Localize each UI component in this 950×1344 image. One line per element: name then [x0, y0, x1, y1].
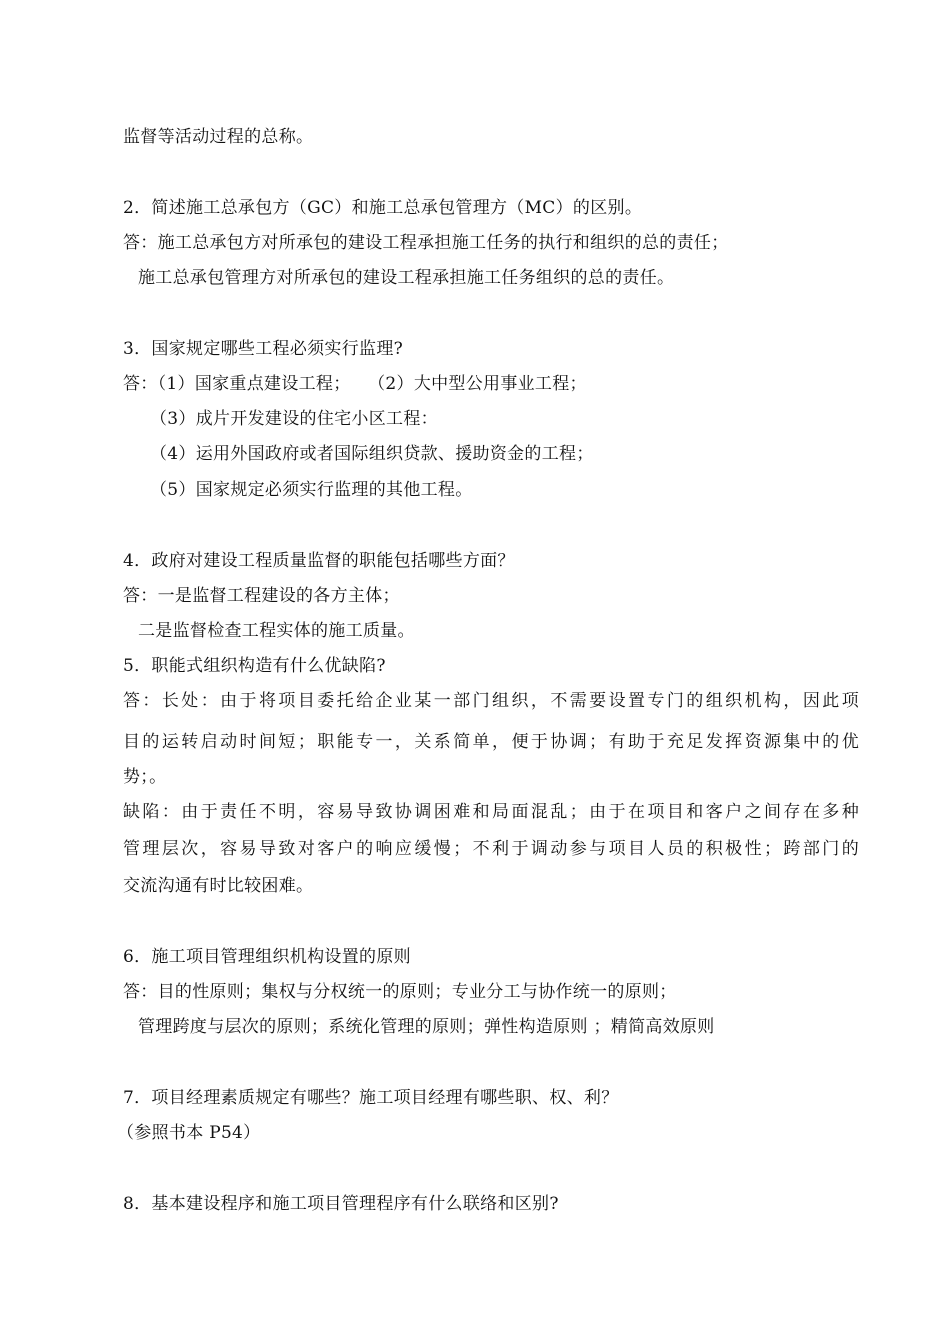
answer-line: 二是监督检查工程实体的施工质量。	[138, 621, 415, 641]
answer-line: 答：目的性原则；集权与分权统一的原则；专业分工与协作统一的原则；	[123, 982, 677, 1002]
text-line: 监督等活动过程的总称。	[123, 127, 314, 147]
answer-line: 交流沟通有时比较困难。	[123, 876, 314, 896]
answer-line: 答：一是监督工程建设的各方主体；	[123, 586, 400, 606]
answer-line: 管理层次，容易导致对客户的响应缓慢；不利于调动参与项目人员的积极性；跨部门的	[123, 839, 859, 859]
answer-line: 答：长处：由于将项目委托给企业某一部门组织，不需要设置专门的组织机构，因此项	[123, 691, 859, 711]
answer-line: 缺陷：由于责任不明，容易导致协调困难和局面混乱；由于在项目和客户之间存在多种	[123, 802, 859, 822]
question-8: 8．基本建设程序和施工项目管理程序有什么联络和区别?	[123, 1194, 559, 1214]
answer-line: （3）成片开发建设的住宅小区工程：	[150, 409, 438, 429]
question-5: 5．职能式组织构造有什么优缺陷?	[123, 656, 386, 676]
answer-line: 势；。	[123, 767, 167, 787]
question-4: 4．政府对建设工程质量监督的职能包括哪些方面？	[123, 551, 515, 571]
question-3: 3．国家规定哪些工程必须实行监理?	[123, 339, 404, 359]
answer-line: 施工总承包管理方对所承包的建设工程承担施工任务组织的总的责任。	[138, 268, 675, 288]
question-2: 2．简述施工总承包方（GC）和施工总承包管理方（MC）的区别。	[123, 198, 643, 218]
answer-line: （参照书本 P54）	[117, 1123, 261, 1143]
answer-line: 管理跨度与层次的原则；系统化管理的原则；弹性构造原则 ；精简高效原则	[138, 1017, 715, 1037]
question-7: 7．项目经理素质规定有哪些？施工项目经理有哪些职、权、利？	[123, 1088, 619, 1108]
answer-line: 答：（1）国家重点建设工程； （2）大中型公用事业工程；	[123, 374, 587, 394]
answer-line: 目的运转启动时间短；职能专一，关系简单，便于协调；有助于充足发挥资源集中的优	[123, 732, 859, 752]
question-6: 6．施工项目管理组织机构设置的原则	[123, 947, 411, 967]
answer-line: 答：施工总承包方对所承包的建设工程承担施工任务的执行和组织的总的责任；	[123, 233, 729, 253]
answer-line: （4）运用外国政府或者国际组织贷款、援助资金的工程；	[150, 444, 594, 464]
answer-line: （5）国家规定必须实行监理的其他工程。	[150, 480, 473, 500]
